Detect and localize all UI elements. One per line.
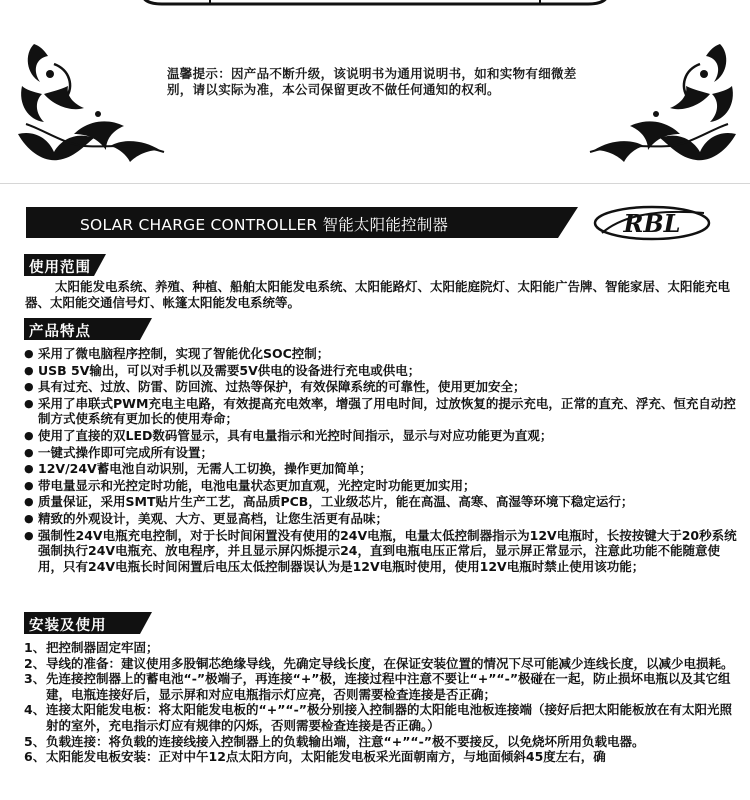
list-item: ● 具有过充、过放、防雷、防回流、过热等保护，有效保障系统的可靠性，使用更加安全； [24,379,526,395]
notice-text: 温馨提示：因产品不断升级，该说明书为通用说明书，如和实物有细微差别，请以实际为准，本公司保留更改不做任何通知的权利。 [167,66,577,97]
scope-text: 太阳能发电系统、养殖、种植、船舶太阳能发电系统、太阳能路灯、太阳能庭院灯、太阳能广告牌、智能家居、太阳能充电器、太阳能交通信号灯、帐篷太阳能发电系统等。 [25,279,731,310]
section-heading-features: 产品特点 [24,318,152,340]
list-item: ● 带电量显示和光控定时功能，电池电量状态更加直观，光控定时功能更加实用； [24,477,476,493]
list-item: ● 精致的外观设计，美观、大方、更显高档，让您生活更有品味； [24,510,389,526]
features-list [24,346,740,575]
list-item: ● 12V/24V蓄电池自动识别，无需人工切换，操作更加简单； [24,461,372,477]
notice-card [0,0,750,183]
page-divider [0,183,750,184]
list-item: ● 采用了微电脑程序控制，实现了智能优化SOC控制； [24,346,330,361]
list-item: 6、 太阳能发电板安装：正对中午12点太阳方向，太阳能发电板采光面朝南方，与地面倾斜45度左右，确 [24,749,606,765]
list-item: ● 质量保证，采用SMT贴片生产工艺，高品质PCB，工业级芯片，能在高温、高寒、高湿等环境下稳定运行； [24,494,634,510]
list-item: 3、 先连接控制器上的蓄电池“-”极端子，再连接“+”极，连接过程中注意不要让“+”“-”极碰在一起，防止损坏电瓶以及其它组建，电瓶连接好后，显示屏和对应电瓶指示灯应亮，否则需要检查连接是否正确； [24,671,731,702]
page-title: SOLAR CHARGE CONTROLLER 智能太阳能控制器 [80,216,449,234]
rbl-logo [592,203,712,243]
list-item: 4、 连接太阳能发电板：将太阳能发电板的“+”“-”极分别接入控制器的太阳能电池板连接端（接好后把太阳能板放在有太阳光照射的室外，充电指示灯应有规律的闪烁，否则需要检查连接是否正确。） [24,702,733,733]
list-item: ● 强制性24V电瓶充电控制，对于长时间闲置没有使用的24V电瓶，电量太低控制器指示为12V电瓶时，长按按键大于20秒系统强制执行24V电瓶充、放电程序，并且显示屏闪烁提示24，直到电瓶电压正常后，显示屏正常显示，注意此功能不能随意使用，只有24V电瓶长时间闲置后电压太低控制器误认为是12V电瓶时使用，使用12V电瓶时禁止使用该功能； [24,527,737,574]
floral-ornament-right-icon [580,34,740,164]
list-item: ● USB 5V输出，可以对手机以及需要5V供电的设备进行充电或供电； [24,362,421,378]
list-item: ● 采用了串联式PWM充电主电路，有效提高充电效率，增强了用电时间，过放恢复的提示充电，正常的直充、浮充、恒充自动控制方式使系统有更加长的使用寿命； [24,395,736,427]
floral-ornament-left-icon [14,34,174,164]
section-heading-scope: 使用范围 [24,254,106,276]
list-item: ● 一键式操作即可完成所有设置； [24,444,214,460]
list-item: ● 使用了直接的双LED数码管显示，具有电量指示和光控时间指示，显示与对应功能更为直观； [24,427,553,443]
list-item: 2、 导线的准备：建议使用多股铜芯绝缘导线，先确定导线长度，在保证安装位置的情况下尽可能减少连线长度，以减少电损耗。 [24,655,734,671]
controller-device-outline [140,0,610,18]
section-heading-install: 安装及使用 [24,612,152,634]
install-steps-list [24,640,740,765]
list-item: 5、 负载连接：将负载的连接线接入控制器上的负载输出端，注意“+”“-”极不要接反，以免烧坏所用负载电器。 [24,733,645,749]
list-item: 1、 把控制器固定牢固； [24,640,159,655]
logo-text: RBL [623,209,681,238]
